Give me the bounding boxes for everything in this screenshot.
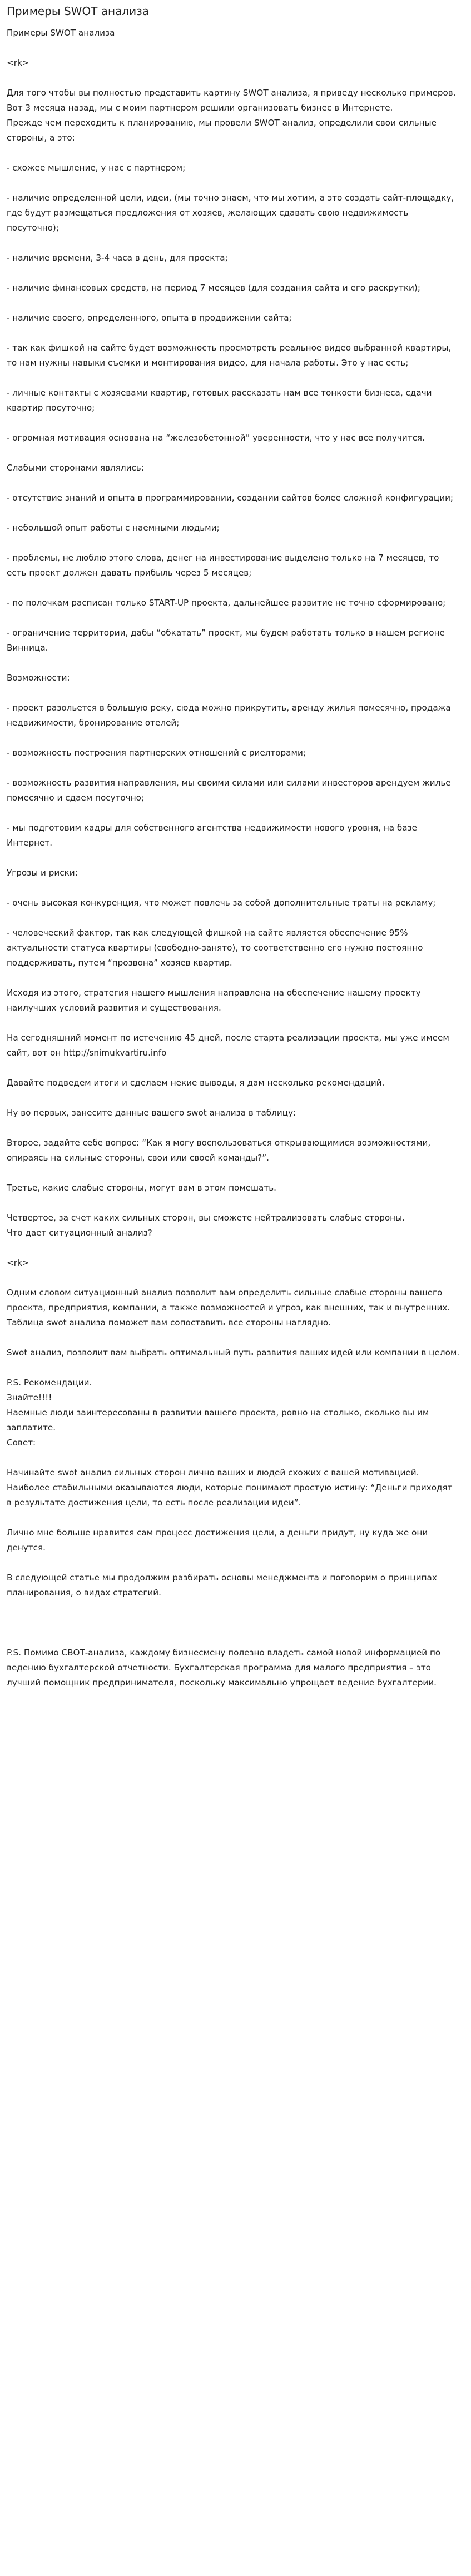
paragraph: Слабыми сторонами являлись: — [7, 463, 144, 473]
paragraph — [7, 611, 460, 626]
paragraph: Прежде чем переходить к планированию, мы провели SWOT анализ, определили свои сильные стороны, а это: — [7, 118, 437, 143]
paragraph: <rk> — [7, 58, 29, 68]
paragraph — [7, 446, 460, 461]
paragraph — [7, 761, 460, 776]
paragraph: - наличие финансовых средств, на период 7 месяцев (для создания сайта и его раскрутки); — [7, 283, 420, 293]
paragraph — [7, 1630, 460, 1645]
paragraph — [7, 176, 460, 191]
paragraph: - наличие определенной цели, идеи, (мы точно знаем, что мы хотим, а это создать сайт-площадку, где будут размещаться предложения от хозяев, желающих сдавать свою недвижимость посуточно); — [7, 193, 454, 233]
paragraph: - так как фишкой на сайте будет возможность просмотреть реальное видео выбранной квартиры, то нам нужны навыки съемки и монтирования видео, для начала работы. Это у нас есть; — [7, 343, 452, 368]
paragraph: - наличие времени, 3-4 часа в день, для проекта; — [7, 253, 228, 263]
paragraph — [7, 416, 460, 431]
paragraph: Угрозы и риски: — [7, 868, 78, 878]
paragraph: - схожее мышление, у нас с партнером; — [7, 163, 186, 173]
paragraph — [7, 236, 460, 251]
paragraph — [7, 1360, 460, 1375]
paragraph — [7, 296, 460, 311]
paragraph — [7, 731, 460, 746]
paragraph — [7, 1091, 460, 1106]
paragraph — [7, 1555, 460, 1570]
paragraph — [7, 371, 460, 386]
article-body — [7, 26, 460, 1690]
paragraph: Примеры SWOT анализа — [7, 28, 115, 38]
paragraph — [7, 506, 460, 521]
paragraph: В следующей статье мы продолжим разбирать основы менеджмента и поговорим о принципах планирования, о видах стратегий. — [7, 1573, 437, 1598]
paragraph — [7, 326, 460, 341]
paragraph: Для того чтобы вы полностью представить картину SWOT анализа, я приведу несколько примеров. — [7, 88, 456, 98]
paragraph — [7, 881, 460, 896]
paragraph — [7, 656, 460, 671]
paragraph — [7, 41, 460, 56]
paragraph — [7, 1600, 460, 1615]
paragraph: - по полочкам расписан только START-UP проекта, дальнейшее развитие не точно сформировано; — [7, 598, 446, 608]
paragraph: <rk> — [7, 1258, 29, 1268]
paragraph — [7, 1196, 460, 1211]
paragraph: - ограничение территории, дабы “обкатать” проект, мы будем работать только в нашем регионе Винница. — [7, 628, 445, 653]
paragraph: Третье, какие слабые стороны, могут вам в этом помешать. — [7, 1183, 276, 1193]
paragraph: - проблемы, не люблю этого слова, денег на инвестирование выделено только на 7 месяцев, то есть проект должен давать прибыль через 5 месяцев; — [7, 553, 439, 578]
paragraph: - небольшой опыт работы с наемными людьми; — [7, 523, 220, 533]
paragraph: P.S. Помимо СВОТ-анализа, каждому бизнесмену полезно владеть самой новой информацией по ведению бухгалтерской отчетности. Бухгалтерская программа для малого предприятия – это лучший помощник предпринимателя, поскольку максимально упрощает ведение бухгалтерии. — [7, 1648, 441, 1688]
paragraph: P.S. Рекомендации. — [7, 1378, 92, 1388]
paragraph — [7, 476, 460, 491]
paragraph: Знайте!!!! — [7, 1393, 52, 1403]
paragraph: - мы подготовим кадры для собственного агентства недвижимости нового уровня, на базе Интернет. — [7, 823, 417, 848]
paragraph: Лично мне больше нравится сам процесс достижения цели, а деньги придут, ну куда же они денутся. — [7, 1528, 428, 1553]
paragraph — [7, 1061, 460, 1076]
paragraph — [7, 266, 460, 281]
paragraph — [7, 71, 460, 86]
paragraph — [7, 1330, 460, 1345]
paragraph: Возможности: — [7, 673, 70, 683]
paragraph: - человеческий фактор, так как следующей фишкой на сайте является обеспечение 95% актуальности статуса квартиры (свободно-занято), то соответственно его нужно постоянно поддерживать, путем “прозвона” хозяев квартир. — [7, 928, 423, 968]
paragraph — [7, 1016, 460, 1031]
paragraph: Вот 3 месяца назад, мы с моим партнером решили организовать бизнес в Интернете. — [7, 103, 393, 113]
paragraph: - очень высокая конкуренция, что может повлечь за собой дополнительные траты на рекламу; — [7, 898, 436, 908]
paragraph — [7, 1615, 460, 1630]
paragraph — [7, 1271, 460, 1286]
paragraph: - возможность развития направления, мы своими силами или силами инвесторов арендуем жилье помесячно и сдаем посуточно; — [7, 778, 451, 803]
paragraph — [7, 1510, 460, 1525]
paragraph: Четвертое, за счет каких сильных сторон, вы сможете нейтрализовать слабые стороны. — [7, 1213, 405, 1223]
paragraph: Одним словом ситуационный анализ позволит вам определить сильные слабые стороны вашего проекта, предприятия, компании, а также возможностей и угроз, как внешних, так и внутренних. Таблица swot анализа поможет вам сопоставить все стороны наглядно. — [7, 1288, 450, 1328]
paragraph — [7, 536, 460, 551]
paragraph: - наличие своего, определенного, опыта в продвижении сайта; — [7, 313, 292, 323]
paragraph — [7, 1450, 460, 1465]
paragraph — [7, 581, 460, 596]
paragraph: - проект разольется в большую реку, сюда можно прикрутить, аренду жилья помесячно, продажа недвижимости, бронирование отелей; — [7, 703, 451, 728]
paragraph: - отсутствие знаний и опыта в программировании, создании сайтов более сложной конфигурации; — [7, 493, 454, 503]
paragraph — [7, 971, 460, 986]
paragraph — [7, 1241, 460, 1256]
paragraph: - возможность построения партнерских отношений с риелторами; — [7, 748, 306, 758]
page-title: Примеры SWOT анализа — [7, 4, 150, 18]
paragraph: Исходя из этого, стратегия нашего мышления направлена на обеспечение нашему проекту наилучших условий развития и существования. — [7, 988, 421, 1013]
paragraph: Наемные люди заинтересованы в развитии вашего проекта, ровно на столько, сколько вы им заплатите. — [7, 1408, 429, 1433]
paragraph: Что дает ситуационный анализ? — [7, 1228, 152, 1238]
paragraph — [7, 851, 460, 866]
paragraph: - огромная мотивация основана на “железобетонной” уверенности, что у нас все получится. — [7, 433, 425, 443]
paragraph: Совет: — [7, 1438, 36, 1448]
paragraph: Начинайте swot анализ сильных сторон лично ваших и людей схожих с вашей мотивацией. Наиболее стабильными оказываются люди, которые понимают простую истину: “Деньги приходят в результате достижения цели, то есть после реализации идеи”. — [7, 1468, 453, 1508]
paragraph — [7, 1121, 460, 1136]
paragraph — [7, 806, 460, 821]
paragraph: Второе, задайте себе вопрос: “Как я могу воспользоваться открывающимися возможностями, опираясь на сильные стороны, свои или своей команды?”. — [7, 1138, 431, 1163]
paragraph — [7, 146, 460, 161]
paragraph: Ну во первых, занесите данные вашего swot анализа в таблицу: — [7, 1108, 296, 1118]
paragraph[interactable]: На сегодняшний момент по истечению 45 дней, после старта реализации проекта, мы уже имеем сайт, вот он http://snimukvartiru.info — [7, 1033, 449, 1058]
paragraph: Swot анализ, позволит вам выбрать оптимальный путь развития ваших идей или компании в целом. — [7, 1348, 460, 1358]
paragraph — [7, 686, 460, 701]
paragraph — [7, 1166, 460, 1181]
paragraph — [7, 911, 460, 926]
paragraph: Давайте подведем итоги и сделаем некие выводы, я дам несколько рекомендаций. — [7, 1078, 385, 1088]
paragraph: - личные контакты с хозяевами квартир, готовых рассказать нам все тонкости бизнеса, сдачи квартир посуточно; — [7, 388, 432, 413]
